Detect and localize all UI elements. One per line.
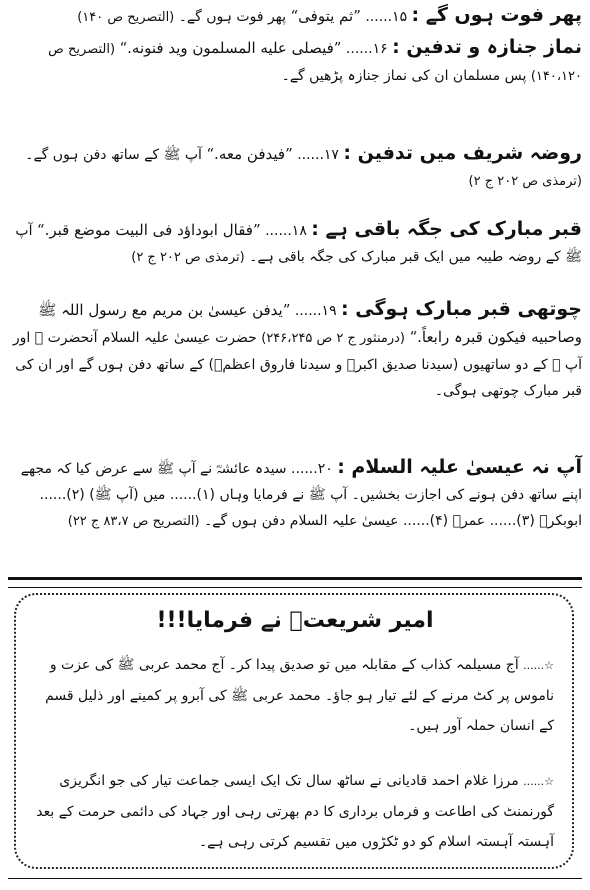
bottom-rule xyxy=(8,878,582,879)
star-bullet-icon: ☆...... xyxy=(523,775,554,788)
quote-paragraph-2 xyxy=(36,766,554,857)
quote-text: مرزا غلام احمد قادیانی نے ساٹھ سال تک ایک ایسی جماعت تیار کی جو انگریزی گورنمنٹ کی اطاعت و فرماں برداری کا دم بھرتی رہی اور جہاد کی دائمی حرمت کے بعد آہستہ آہستہ اسلام کو دو ٹکڑوں میں تقسیم کرتی رہی ہے۔ xyxy=(36,773,554,850)
section-heading: نماز جنازہ و تدفین : xyxy=(392,36,582,58)
section-19 xyxy=(8,296,582,404)
quote-paragraph-1 xyxy=(36,650,554,741)
reference: (التصریح ص ۱۴۰،۱۲۰) xyxy=(48,42,582,84)
section-heading: آپ نہ عیسیٰ علیہ السلام : xyxy=(337,456,582,478)
urdu-translation: سیدہ عائشہؓ نے آپ ﷺ سے عرض کیا کہ مجھے اپنے ساتھ دفن ہونے کی اجازت بخشیں۔ آپ ﷺ نے فرمایا وہاں (۱)...... میں (آپ ﷺ) (۲)...... ابوبکرؓ (۳)...... عمرؓ (۴)...... عیسیٰ علیہ السلام دفن ہوں گے۔ xyxy=(20,461,582,529)
urdu-translation: آپ ﷺ کے روضہ طیبہ میں ایک قبر مبارک کی جگہ باقی ہے۔ xyxy=(15,223,582,265)
arabic-quote: ”ثم یتوفی“ xyxy=(290,7,361,25)
star-bullet-icon: ☆...... xyxy=(523,659,554,672)
arabic-quote: ”فيدفن معه.“ xyxy=(206,145,293,163)
section-15 xyxy=(8,2,582,31)
section-heading: چوتھی قبر مبارک ہوگی : xyxy=(341,298,582,320)
section-heading: پھر فوت ہوں گے : xyxy=(411,4,582,26)
reference: (ترمذی ص ۲۰۲ ج ۲) xyxy=(468,174,582,189)
quote-text: آج مسیلمہ کذاب کے مقابلہ میں تو صدیق پیدا کر۔ آج محمد عربی ﷺ کی عزت و ناموس پر کٹ مرنے کے لئے تیار ہو جاؤ۔ محمد عربی ﷺ کی آبرو پر کمینے اور ذلیل قسم کے انسان حملہ آور ہیں۔ xyxy=(45,657,554,734)
item-number: ۱۵...... xyxy=(365,9,408,25)
double-separator-rule xyxy=(8,577,582,588)
section-16 xyxy=(8,34,582,90)
arabic-quote: ”فیصلی علیه المسلمون ويد فنونه.“ xyxy=(119,39,342,57)
item-number: ۱۶...... xyxy=(345,41,388,57)
section-heading: قبر مبارک کی جگہ باقی ہے : xyxy=(311,218,582,240)
item-number: ۱۸...... xyxy=(265,223,307,239)
reference: (التصریح ص ۱۴۰) xyxy=(77,10,175,25)
item-number: ۲۰...... xyxy=(291,461,333,477)
item-number: ۱۹...... xyxy=(294,303,337,319)
urdu-translation: حضرت عیسیٰ علیہ السلام آنحضرت ﷺ اور آپ ﷺ کے دو ساتھیوں (سیدنا صدیق اکبرؓ و سیدنا فاروق اعظمؓ) کے ساتھ دفن ہوں گے اور ان کی قبر مبارک چوتھی ہوگی۔ xyxy=(12,330,582,399)
reference: (التصریح ص ۸۳،۷ ج ۲۲) xyxy=(67,514,200,529)
arabic-quote: ”یدفن عیسیٰ بن مریم مع رسول اللہ ﷺ وصاحبیه فیکون قبرہ رابعاً.“ xyxy=(38,301,582,346)
urdu-translation: آپ ﷺ کے ساتھ دفن ہوں گے۔ xyxy=(25,147,202,163)
section-17 xyxy=(8,140,582,195)
arabic-quote: ”فقال ابوداؤد فی البیت موضع قبر.“ xyxy=(36,221,261,239)
reference: (ترمذی ص ۲۰۲ ج ۲) xyxy=(131,250,245,265)
reference: (درمنثور ج ۲ ص ۲۴۶،۲۴۵) xyxy=(261,331,405,346)
section-heading: روضہ شریف میں تدفین : xyxy=(343,142,582,164)
urdu-translation: پھر فوت ہوں گے۔ xyxy=(178,9,287,25)
section-18 xyxy=(8,216,582,271)
urdu-translation: پس مسلمان ان کی نماز جنازہ پڑھیں گے۔ xyxy=(281,68,527,84)
quote-box-title: امیر شریعتؒ نے فرمایا!!! xyxy=(156,608,434,633)
section-20 xyxy=(8,454,582,535)
item-number: ۱۷...... xyxy=(297,147,339,163)
